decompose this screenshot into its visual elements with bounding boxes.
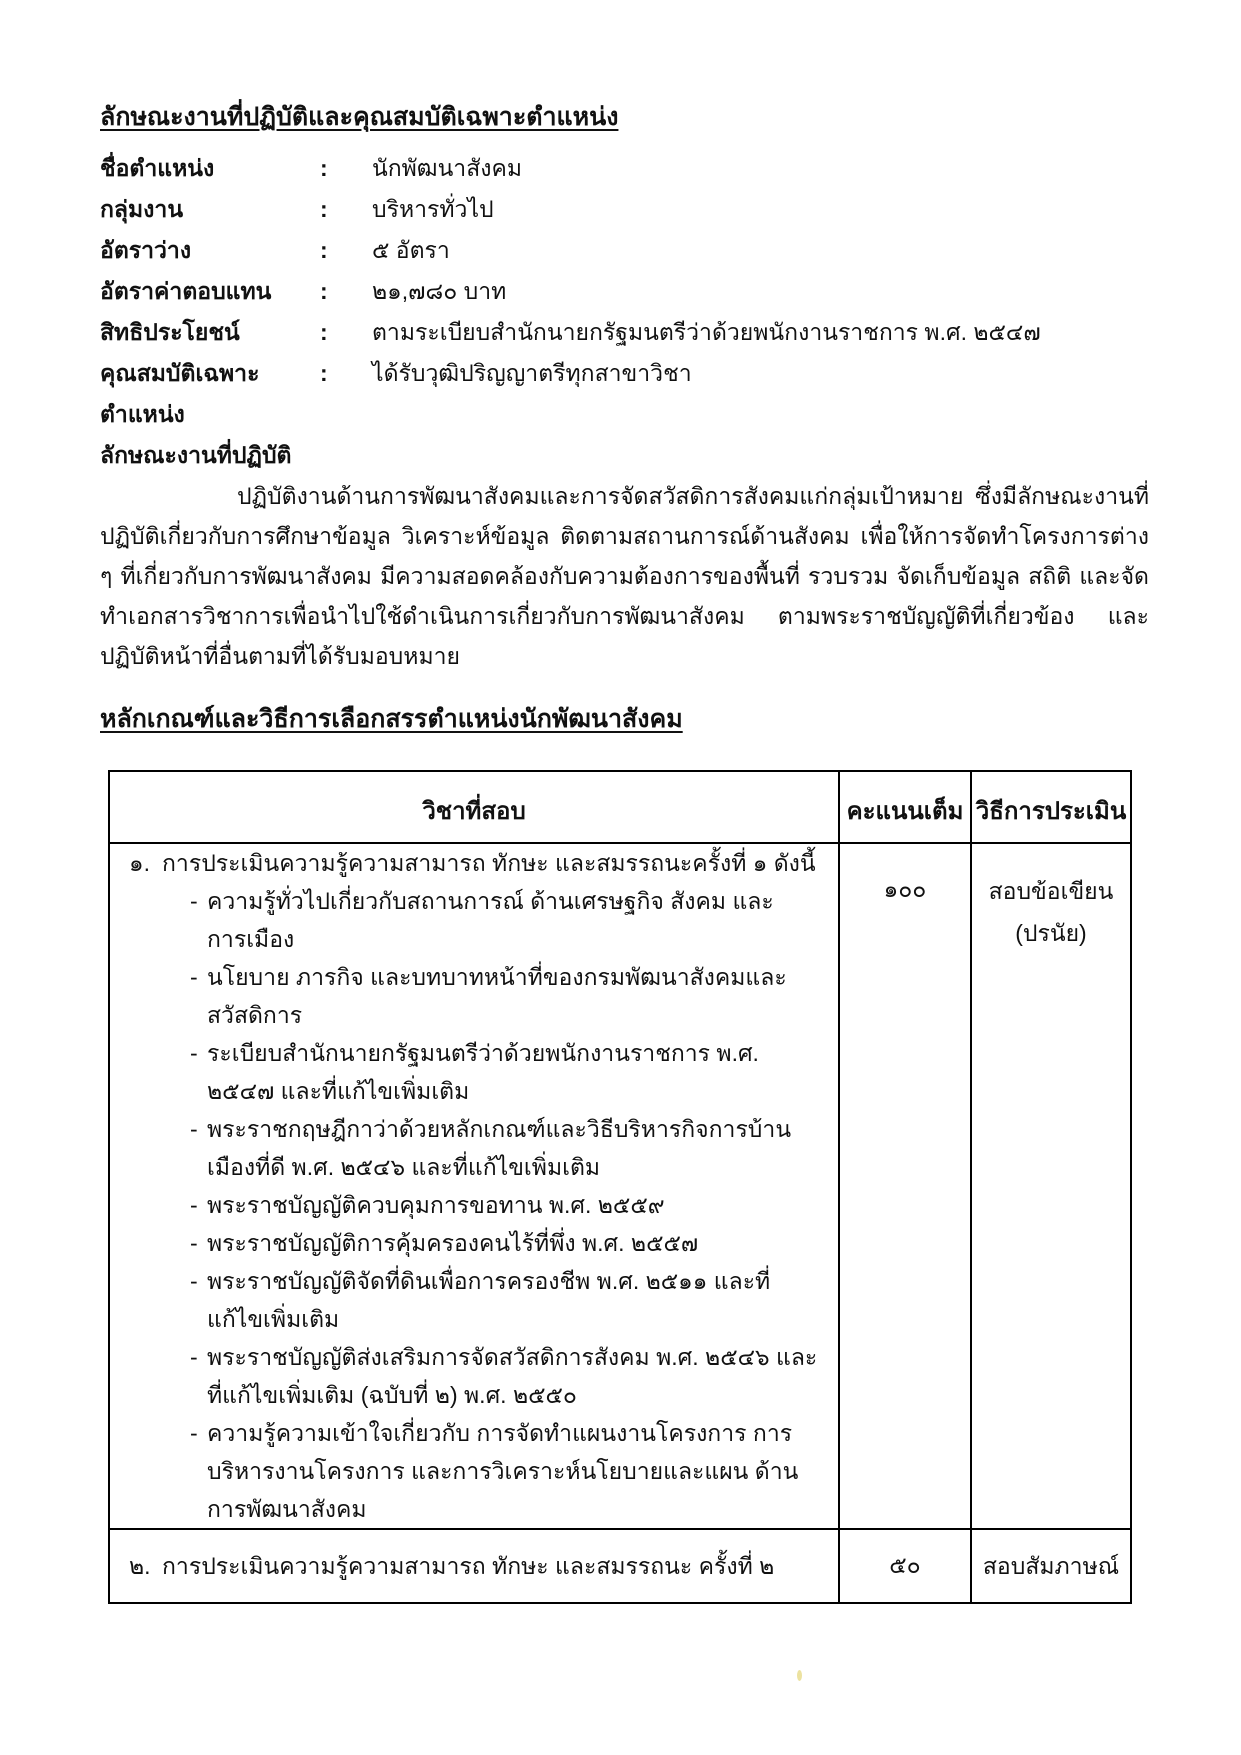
bullet-text: พระราชบัญญัติควบคุมการขอทาน พ.ศ. ๒๕๕๙ (207, 1192, 665, 1218)
item-title: การประเมินความรู้ความสามารถ ทักษะ และสมรรถนะ ครั้งที่ ๒ (162, 1553, 775, 1579)
method-line: สอบสัมภาษณ์ (982, 1553, 1120, 1579)
method-cell (971, 843, 1131, 1529)
bullet-text: นโยบาย ภารกิจ และบทบาทหน้าที่ของกรมพัฒนาสังคมและสวัสดิการ (207, 964, 787, 1028)
bullet-text: ความรู้ทั่วไปเกี่ยวกับสถานการณ์ ด้านเศรษฐกิจ สังคม และการเมือง (207, 888, 774, 952)
bullet-item (110, 958, 838, 1034)
evaluation-table (108, 770, 1132, 1604)
field-colon: : (320, 319, 328, 345)
field-label: สิทธิประโยชน์ (100, 319, 240, 345)
bullet-text: พระราชบัญญัติจัดที่ดินเพื่อการครองชีพ พ.ศ. ๒๕๑๑ และที่แก้ไขเพิ่มเติม (207, 1268, 771, 1332)
section-heading-job-description: ลักษณะงานที่ปฏิบัติและคุณสมบัติเฉพาะตำแหน่ง (100, 103, 619, 131)
field-label: ชื่อตำแหน่ง (100, 155, 215, 181)
item-title: การประเมินความรู้ความสามารถ ทักษะ และสมรรถนะครั้งที่ ๑ ดังนี้ (162, 850, 816, 876)
field-colon: : (320, 196, 328, 222)
method-line: สอบข้อเขียน (988, 878, 1114, 904)
field-value: ๕ อัตรา (372, 237, 450, 263)
field-colon: : (320, 237, 328, 263)
bullet-item (110, 1338, 838, 1414)
table-row-evaluation-2 (109, 1529, 1131, 1603)
item-title-line (110, 1547, 826, 1585)
table-header-row (109, 771, 1131, 843)
bullet-item (110, 882, 838, 958)
bullet-item (110, 1414, 838, 1528)
field-row-qualifications (100, 353, 1149, 435)
bullet-dash: - (190, 888, 198, 914)
bullet-item (110, 1110, 838, 1186)
duties-paragraph: ปฏิบัติงานด้านการพัฒนาสังคมและการจัดสวัสดิการสังคมแก่กลุ่มเป้าหมาย ซึ่งมีลักษณะงานที่ปฏิบัติเกี่ยวกับการศึกษาข้อมูล วิเคราะห์ข้อมูล ติดตามสถานการณ์ด้านสังคม เพื่อให้การจัดทำโครงการต่าง ๆ ที่เกี่ยวกับการพัฒนาสังคม มีความสอดคล้องกับความต้องการของพื้นที่ รวบรวม จัดเก็บข้อมูล สถิติ และจัดทำเอกสารวิชาการเพื่อนำไปใช้ดำเนินการเกี่ยวกับการพัฒนาสังคม ตามพระราชบัญญัติที่เกี่ยวข้อง และปฏิบัติหน้าที่อื่นตามที่ได้รับมอบหมาย (100, 483, 1149, 669)
item-number: ๒. (129, 1553, 151, 1579)
field-label: อัตราว่าง (100, 237, 192, 263)
method-line: (ปรนัย) (1015, 920, 1087, 946)
max-score-value: ๕๐ (839, 1529, 971, 1603)
bullet-text: ความรู้ความเข้าใจเกี่ยวกับ การจัดทำแผนงานโครงการ การบริหารงานโครงการ และการวิเคราะห์นโยบายและแผน ด้านการพัฒนาสังคม (207, 1420, 799, 1522)
field-colon: : (320, 278, 328, 304)
field-row-compensation (100, 271, 1149, 312)
column-header-max-score: คะแนนเต็ม (839, 771, 971, 843)
subject-cell (109, 1529, 839, 1603)
item-number: ๑. (129, 850, 150, 876)
subsection-heading-duties: ลักษณะงานที่ปฏิบัติ (100, 442, 292, 468)
bullet-item (110, 1262, 838, 1338)
field-colon: : (320, 155, 328, 181)
bullet-dash: - (190, 1268, 198, 1294)
field-row-benefits (100, 312, 1149, 353)
field-row-vacancies (100, 230, 1149, 271)
bullet-dash: - (190, 964, 198, 990)
bullet-dash: - (190, 1344, 198, 1370)
field-row-position-name (100, 148, 1149, 189)
field-colon: : (320, 360, 328, 386)
field-value: ๒๑,๗๘๐ บาท (372, 278, 507, 304)
field-value: บริหารทั่วไป (372, 196, 494, 222)
column-header-method: วิธีการประเมิน (971, 771, 1131, 843)
method-cell (971, 1529, 1131, 1603)
field-label: อัตราค่าตอบแทน (100, 278, 272, 304)
field-value: นักพัฒนาสังคม (372, 155, 523, 181)
field-label: กลุ่มงาน (100, 196, 184, 222)
max-score-value: ๑๐๐ (839, 843, 971, 1529)
bullet-dash: - (190, 1230, 198, 1256)
column-header-subject: วิชาที่สอบ (109, 771, 839, 843)
field-row-work-group (100, 189, 1149, 230)
bullet-item (110, 1224, 838, 1262)
bullet-item (110, 1186, 838, 1224)
table-row-evaluation-1 (109, 843, 1131, 1529)
scan-artifact-speck (797, 1670, 802, 1681)
field-label: คุณสมบัติเฉพาะตำแหน่ง (100, 360, 260, 427)
bullet-dash: - (190, 1040, 198, 1066)
bullet-item (110, 1034, 838, 1110)
section-heading-selection-criteria: หลักเกณฑ์และวิธีการเลือกสรรตำแหน่งนักพัฒนาสังคม (100, 705, 683, 733)
bullet-dash: - (190, 1420, 198, 1446)
bullet-dash: - (190, 1116, 198, 1142)
bullet-text: พระราชบัญญัติส่งเสริมการจัดสวัสดิการสังคม พ.ศ. ๒๕๔๖ และที่แก้ไขเพิ่มเติม (ฉบับที่ ๒) พ.ศ. ๒๕๕๐ (207, 1344, 818, 1408)
item-title-line (110, 844, 838, 882)
bullet-dash: - (190, 1192, 198, 1218)
bullet-text: พระราชกฤษฎีกาว่าด้วยหลักเกณฑ์และวิธีบริหารกิจการบ้านเมืองที่ดี พ.ศ. ๒๕๔๖ และที่แก้ไขเพิ่มเติม (207, 1116, 792, 1180)
bullet-text: พระราชบัญญัติการคุ้มครองคนไร้ที่พึ่ง พ.ศ. ๒๕๕๗ (207, 1230, 699, 1256)
field-value: ตามระเบียบสำนักนายกรัฐมนตรีว่าด้วยพนักงานราชการ พ.ศ. ๒๕๔๗ (372, 319, 1041, 345)
position-fields (100, 148, 1149, 435)
subject-cell (109, 843, 839, 1529)
bullet-text: ระเบียบสำนักนายกรัฐมนตรีว่าด้วยพนักงานราชการ พ.ศ. ๒๕๔๗ และที่แก้ไขเพิ่มเติม (207, 1040, 759, 1104)
field-value: ได้รับวุฒิปริญญาตรีทุกสาขาวิชา (372, 360, 692, 386)
